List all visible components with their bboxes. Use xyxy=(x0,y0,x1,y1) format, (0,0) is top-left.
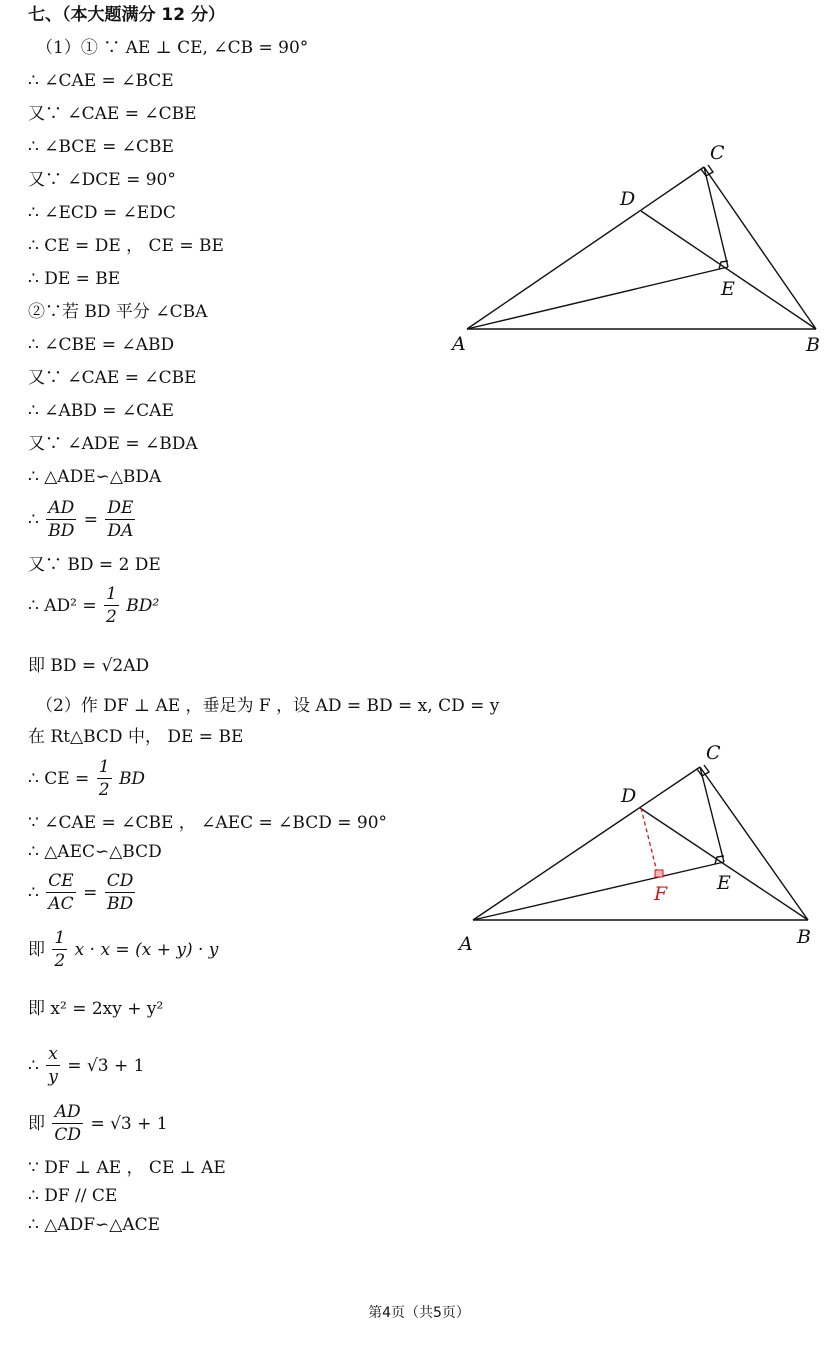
segment-ae xyxy=(473,862,724,920)
denominator: DA xyxy=(107,521,134,541)
p1-line-7: ∴ DE = BE xyxy=(28,269,121,289)
p1-line-3: ∴ ∠BCE = ∠CBE xyxy=(28,137,174,157)
p2-line-5: ∵ DF ⊥ AE ， CE ⊥ AE xyxy=(28,1158,226,1178)
p2-line-6: ∴ DF // CE xyxy=(28,1186,118,1206)
p1-line-9: ∴ ∠CBE = ∠ABD xyxy=(28,335,175,355)
p1-line-0: （1）① ∵ AE ⊥ CE, ∠CB = 90° xyxy=(36,38,309,58)
p1-line-10: 又∵ ∠CAE = ∠CBE xyxy=(28,368,197,388)
denominator: y xyxy=(48,1067,58,1087)
ratio-prefix: ∴ xyxy=(28,509,39,530)
label-d: D xyxy=(620,188,636,210)
p1-line-12: 又∵ ∠ADE = ∠BDA xyxy=(28,434,198,454)
page-footer: 第4页（共5页） xyxy=(368,1305,470,1321)
p2-line-4: ∴ △AEC∽△BCD xyxy=(28,842,162,862)
eq4-prefix: 即 xyxy=(28,1113,45,1134)
section-heading: 七、（本大题满分 12 分） xyxy=(28,5,225,25)
eq4-suffix: = √3 + 1 xyxy=(90,1113,168,1134)
numerator: AD xyxy=(52,1101,83,1124)
p2-line-7: ∴ △ADF∽△ACE xyxy=(28,1215,161,1235)
numerator: CD xyxy=(106,871,134,891)
equals-sign: = xyxy=(83,882,98,903)
sq-prefix: ∴ AD² = xyxy=(28,595,97,616)
segment-ce xyxy=(700,767,724,862)
numerator: DE xyxy=(107,498,134,518)
p1-line-2: 又∵ ∠CAE = ∠CBE xyxy=(28,104,197,124)
numerator: 1 xyxy=(106,584,117,604)
label-a: A xyxy=(459,933,473,955)
ce-prefix: ∴ CE = xyxy=(28,768,90,789)
denominator: AC xyxy=(48,894,74,914)
numerator: x xyxy=(46,1043,60,1066)
p1-bd-line: 又∵ BD = 2 DE xyxy=(28,555,161,575)
p1-line-13: ∴ △ADE∽△BDA xyxy=(28,467,162,487)
p1-line-4: 又∵ ∠DCE = 90° xyxy=(28,170,176,190)
ce-suffix: BD xyxy=(118,768,146,789)
label-a: A xyxy=(452,333,466,355)
label-b: B xyxy=(797,926,811,948)
denominator: 2 xyxy=(54,951,66,971)
label-f: F xyxy=(654,883,668,905)
label-b: B xyxy=(806,334,820,356)
right-angle-mark-f xyxy=(655,870,663,877)
denominator: CD xyxy=(54,1125,82,1145)
label-e: E xyxy=(717,872,731,894)
eq3-prefix: ∴ xyxy=(28,1055,39,1076)
denominator: BD xyxy=(106,894,134,914)
denominator: 2 xyxy=(98,780,110,800)
label-c: C xyxy=(706,742,721,764)
eq3-suffix: = √3 + 1 xyxy=(67,1055,145,1076)
numerator: 1 xyxy=(54,928,66,948)
p2-line-1: （2）作 DF ⊥ AE ，垂足为 F ，设 AD = BD = x, CD = y xyxy=(36,696,500,716)
p1-line-6: ∴ CE = DE ， CE = BE xyxy=(28,236,224,256)
numerator: 1 xyxy=(98,757,110,777)
p1-line-5: ∴ ∠ECD = ∠EDC xyxy=(28,203,176,223)
denominator: BD xyxy=(48,521,75,541)
label-c: C xyxy=(710,142,725,164)
p2-eq2: 即 x² = 2xy + y² xyxy=(28,999,164,1019)
p2-line-2: 在 Rt△BCD 中， DE = BE xyxy=(28,727,244,747)
sq-suffix: BD² xyxy=(126,595,160,616)
p1-line-1: ∴ ∠CAE = ∠BCE xyxy=(28,71,174,91)
segment-cb xyxy=(700,767,808,920)
numerator: CE xyxy=(48,871,74,891)
equals-sign: = xyxy=(83,509,99,530)
label-d: D xyxy=(621,785,637,807)
denominator: 2 xyxy=(106,607,117,627)
p1-result: 即 BD = √2AD xyxy=(28,656,150,676)
eq1-suffix: x · x = (x + y) · y xyxy=(74,939,219,960)
p2-line-3: ∵ ∠CAE = ∠CBE ， ∠AEC = ∠BCD = 90° xyxy=(28,813,388,833)
label-e: E xyxy=(721,278,735,300)
ratio-prefix: ∴ xyxy=(28,882,39,903)
p1-line-8: ②∵若 BD 平分 ∠CBA xyxy=(28,302,208,322)
p1-line-11: ∴ ∠ABD = ∠CAE xyxy=(28,401,174,421)
eq1-prefix: 即 xyxy=(28,939,45,960)
numerator: AD xyxy=(46,497,76,520)
